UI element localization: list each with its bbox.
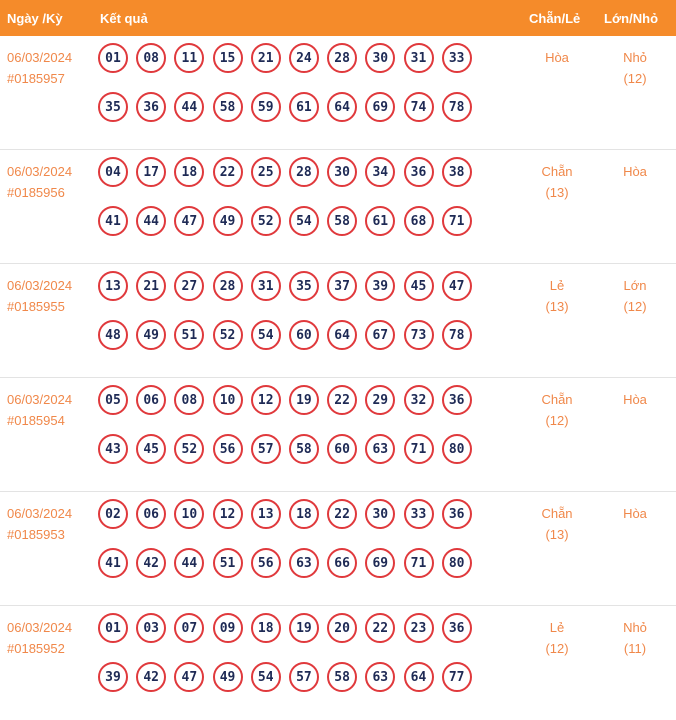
number-ball: 08 xyxy=(174,385,204,415)
number-ball: 30 xyxy=(327,157,357,187)
number-ball: 33 xyxy=(442,43,472,73)
number-ball: 56 xyxy=(251,548,281,578)
number-ball: 47 xyxy=(174,662,204,692)
number-ball: 80 xyxy=(442,548,472,578)
number-ball: 37 xyxy=(327,271,357,301)
big-small-result: Hòa xyxy=(623,164,647,179)
draw-date-cell xyxy=(7,47,72,89)
number-ball: 18 xyxy=(289,499,319,529)
number-ball: 36 xyxy=(442,499,472,529)
number-ball: 06 xyxy=(136,385,166,415)
number-ball: 07 xyxy=(174,613,204,643)
number-ball: 69 xyxy=(365,92,395,122)
draw-date: 06/03/2024 xyxy=(7,506,73,521)
number-ball: 63 xyxy=(365,434,395,464)
number-ball: 52 xyxy=(213,320,243,350)
number-ball: 47 xyxy=(174,206,204,236)
big-small-cell xyxy=(600,617,670,659)
number-ball: 13 xyxy=(251,499,281,529)
number-ball: 58 xyxy=(327,662,357,692)
number-ball: 52 xyxy=(251,206,281,236)
big-small-cell xyxy=(600,389,670,410)
draw-id[interactable]: #0185956 xyxy=(7,185,65,200)
draw-date: 06/03/2024 xyxy=(7,620,73,635)
number-ball: 18 xyxy=(174,157,204,187)
number-ball: 36 xyxy=(442,385,472,415)
number-ball: 54 xyxy=(251,662,281,692)
number-ball: 78 xyxy=(442,92,472,122)
number-ball: 22 xyxy=(213,157,243,187)
table-header xyxy=(0,0,676,36)
number-ball: 13 xyxy=(98,271,128,301)
number-ball: 30 xyxy=(365,43,395,73)
even-odd-result: Lẻ xyxy=(549,620,565,635)
draw-id[interactable]: #0185952 xyxy=(7,641,65,656)
number-ball: 49 xyxy=(213,662,243,692)
number-ball: 01 xyxy=(98,43,128,73)
number-ball: 61 xyxy=(289,92,319,122)
number-ball: 36 xyxy=(404,157,434,187)
number-ball: 68 xyxy=(404,206,434,236)
number-ball: 35 xyxy=(98,92,128,122)
number-ball: 35 xyxy=(289,271,319,301)
number-ball: 06 xyxy=(136,499,166,529)
even-odd-cell xyxy=(522,617,592,659)
number-ball: 36 xyxy=(442,613,472,643)
number-ball: 63 xyxy=(289,548,319,578)
number-ball: 44 xyxy=(174,548,204,578)
number-ball: 44 xyxy=(174,92,204,122)
number-ball: 04 xyxy=(98,157,128,187)
number-ball: 52 xyxy=(174,434,204,464)
number-ball: 54 xyxy=(251,320,281,350)
number-ball: 39 xyxy=(98,662,128,692)
big-small-cell xyxy=(600,161,670,182)
big-small-count: (12) xyxy=(623,299,647,314)
big-small-result: Hòa xyxy=(623,392,647,407)
number-ball: 19 xyxy=(289,385,319,415)
number-ball: 12 xyxy=(251,385,281,415)
result-row xyxy=(0,264,676,378)
number-ball: 48 xyxy=(98,320,128,350)
header-result: Kết quả xyxy=(100,11,148,26)
number-ball: 31 xyxy=(251,271,281,301)
draw-date-cell xyxy=(7,161,72,203)
draw-id[interactable]: #0185955 xyxy=(7,299,65,314)
number-ball: 49 xyxy=(213,206,243,236)
number-ball: 09 xyxy=(213,613,243,643)
number-balls xyxy=(98,499,478,578)
result-row xyxy=(0,150,676,264)
number-ball: 63 xyxy=(365,662,395,692)
number-ball: 36 xyxy=(136,92,166,122)
number-ball: 73 xyxy=(404,320,434,350)
even-odd-result: Lẻ xyxy=(549,278,565,293)
number-ball: 10 xyxy=(213,385,243,415)
number-ball: 71 xyxy=(404,548,434,578)
result-row xyxy=(0,606,676,720)
number-ball: 24 xyxy=(289,43,319,73)
big-small-count: (12) xyxy=(623,71,647,86)
result-row xyxy=(0,492,676,606)
big-small-count: (11) xyxy=(623,641,647,656)
number-ball: 21 xyxy=(251,43,281,73)
number-ball: 12 xyxy=(213,499,243,529)
number-ball: 54 xyxy=(289,206,319,236)
even-odd-count: (12) xyxy=(545,641,569,656)
number-ball: 77 xyxy=(442,662,472,692)
number-ball: 60 xyxy=(327,434,357,464)
even-odd-cell xyxy=(522,503,592,545)
even-odd-cell xyxy=(522,389,592,431)
number-ball: 01 xyxy=(98,613,128,643)
number-balls xyxy=(98,271,478,350)
number-ball: 20 xyxy=(327,613,357,643)
number-ball: 11 xyxy=(174,43,204,73)
number-ball: 32 xyxy=(404,385,434,415)
number-ball: 58 xyxy=(213,92,243,122)
results-list xyxy=(0,36,676,720)
number-ball: 66 xyxy=(327,548,357,578)
big-small-cell xyxy=(600,503,670,524)
number-ball: 30 xyxy=(365,499,395,529)
draw-date-cell xyxy=(7,503,72,545)
header-even-odd: Chẵn/Lẻ xyxy=(529,11,581,26)
number-ball: 29 xyxy=(365,385,395,415)
number-ball: 44 xyxy=(136,206,166,236)
big-small-result: Nhỏ xyxy=(623,620,647,635)
number-ball: 33 xyxy=(404,499,434,529)
draw-id[interactable]: #0185953 xyxy=(7,527,65,542)
big-small-result: Nhỏ xyxy=(623,50,647,65)
number-ball: 05 xyxy=(98,385,128,415)
even-odd-count: (12) xyxy=(545,413,569,428)
number-balls xyxy=(98,157,478,236)
number-ball: 80 xyxy=(442,434,472,464)
draw-date-cell xyxy=(7,617,72,659)
number-ball: 23 xyxy=(404,613,434,643)
number-ball: 45 xyxy=(136,434,166,464)
number-ball: 39 xyxy=(365,271,395,301)
number-ball: 22 xyxy=(365,613,395,643)
number-ball: 45 xyxy=(404,271,434,301)
number-ball: 25 xyxy=(251,157,281,187)
number-ball: 61 xyxy=(365,206,395,236)
number-ball: 58 xyxy=(289,434,319,464)
even-odd-count: (13) xyxy=(545,527,569,542)
number-ball: 78 xyxy=(442,320,472,350)
draw-date: 06/03/2024 xyxy=(7,278,73,293)
number-balls xyxy=(98,385,478,464)
number-ball: 31 xyxy=(404,43,434,73)
result-row xyxy=(0,378,676,492)
big-small-result: Lớn xyxy=(623,278,647,293)
header-big-small: Lớn/Nhỏ xyxy=(604,11,659,26)
number-ball: 71 xyxy=(404,434,434,464)
number-ball: 42 xyxy=(136,548,166,578)
draw-date: 06/03/2024 xyxy=(7,164,73,179)
number-ball: 18 xyxy=(251,613,281,643)
number-ball: 51 xyxy=(213,548,243,578)
number-ball: 43 xyxy=(98,434,128,464)
even-odd-result: Chẵn xyxy=(541,164,573,179)
number-ball: 49 xyxy=(136,320,166,350)
even-odd-cell xyxy=(522,275,592,317)
number-ball: 56 xyxy=(213,434,243,464)
number-ball: 71 xyxy=(442,206,472,236)
number-ball: 41 xyxy=(98,206,128,236)
number-ball: 02 xyxy=(98,499,128,529)
number-ball: 67 xyxy=(365,320,395,350)
big-small-cell xyxy=(600,47,670,89)
number-ball: 27 xyxy=(174,271,204,301)
big-small-result: Hòa xyxy=(623,506,647,521)
number-ball: 41 xyxy=(98,548,128,578)
header-date-draw: Ngày /Kỳ xyxy=(7,11,63,26)
number-ball: 17 xyxy=(136,157,166,187)
even-odd-count: (13) xyxy=(545,185,569,200)
number-ball: 64 xyxy=(327,320,357,350)
number-ball: 28 xyxy=(289,157,319,187)
draw-date: 06/03/2024 xyxy=(7,50,73,65)
number-ball: 60 xyxy=(289,320,319,350)
even-odd-result: Hòa xyxy=(545,50,569,65)
draw-id[interactable]: #0185954 xyxy=(7,413,65,428)
draw-id[interactable]: #0185957 xyxy=(7,71,65,86)
number-ball: 51 xyxy=(174,320,204,350)
even-odd-result: Chẵn xyxy=(541,506,573,521)
draw-date-cell xyxy=(7,275,72,317)
number-ball: 38 xyxy=(442,157,472,187)
number-ball: 64 xyxy=(404,662,434,692)
number-ball: 57 xyxy=(251,434,281,464)
number-ball: 57 xyxy=(289,662,319,692)
number-ball: 74 xyxy=(404,92,434,122)
number-ball: 21 xyxy=(136,271,166,301)
number-ball: 28 xyxy=(213,271,243,301)
even-odd-cell xyxy=(522,161,592,203)
number-ball: 34 xyxy=(365,157,395,187)
number-ball: 08 xyxy=(136,43,166,73)
even-odd-result: Chẵn xyxy=(541,392,573,407)
draw-date-cell xyxy=(7,389,72,431)
even-odd-cell xyxy=(522,47,592,68)
result-row xyxy=(0,36,676,150)
number-ball: 69 xyxy=(365,548,395,578)
number-ball: 42 xyxy=(136,662,166,692)
draw-date: 06/03/2024 xyxy=(7,392,73,407)
number-ball: 64 xyxy=(327,92,357,122)
number-balls xyxy=(98,43,478,122)
number-ball: 10 xyxy=(174,499,204,529)
number-balls xyxy=(98,613,478,692)
number-ball: 28 xyxy=(327,43,357,73)
big-small-cell xyxy=(600,275,670,317)
number-ball: 59 xyxy=(251,92,281,122)
number-ball: 47 xyxy=(442,271,472,301)
number-ball: 15 xyxy=(213,43,243,73)
number-ball: 58 xyxy=(327,206,357,236)
number-ball: 22 xyxy=(327,499,357,529)
number-ball: 22 xyxy=(327,385,357,415)
number-ball: 19 xyxy=(289,613,319,643)
even-odd-count: (13) xyxy=(545,299,569,314)
number-ball: 03 xyxy=(136,613,166,643)
